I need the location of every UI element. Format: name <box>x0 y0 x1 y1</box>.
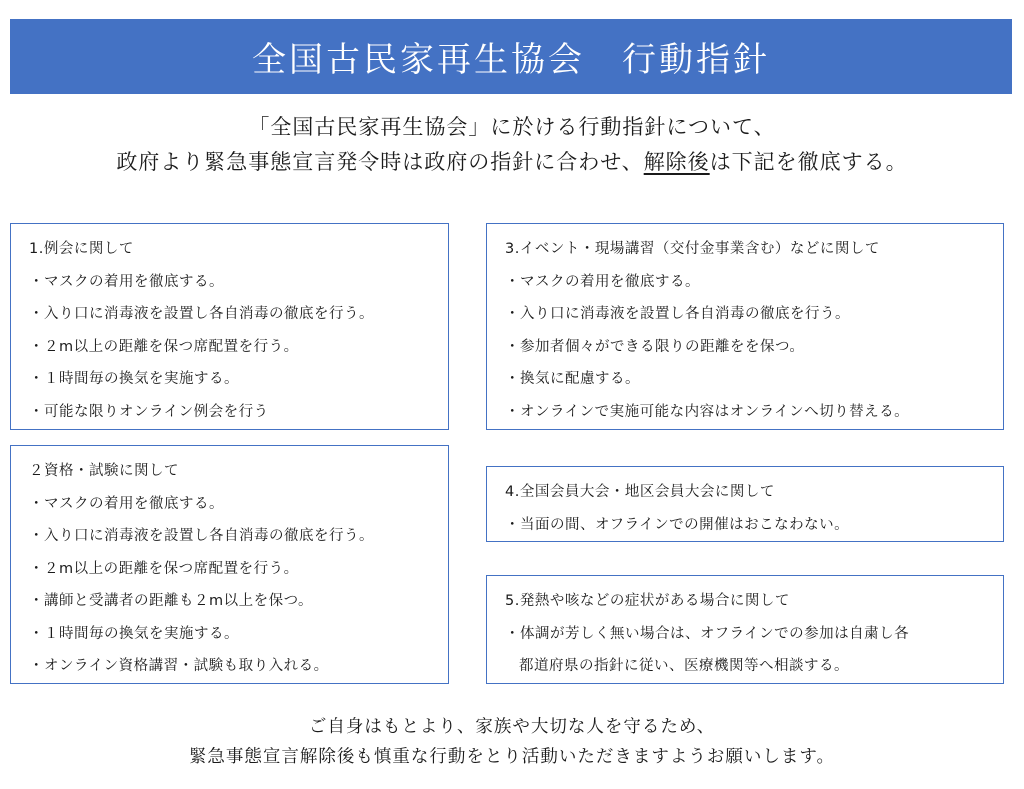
section-title: ２資格・試験に関して <box>29 463 179 479</box>
list-item: ・１時間毎の換気を実施する。 <box>29 625 239 642</box>
closing-message <box>0 712 1024 772</box>
section-symptoms <box>486 575 1004 684</box>
closing-line-2: 緊急事態宣言解除後も慎重な行動をとり活動いただきますようお願いします。 <box>188 747 836 767</box>
intro-underlined-term: 解除後 <box>643 150 710 174</box>
list-item: ・２m以上の距離を保つ席配置を行う。 <box>29 338 299 355</box>
list-item: ・入り口に消毒液を設置し各自消毒の徹底を行う。 <box>505 306 850 322</box>
list-item: ・入り口に消毒液を設置し各自消毒の徹底を行う。 <box>29 306 374 322</box>
list-item: ・可能な限りオンライン例会を行う <box>29 403 269 420</box>
list-item: ・マスクの着用を徹底する。 <box>505 273 700 290</box>
intro-line-2-pre: 政府より緊急事態宣言発令時は政府の指針に合わせ、 <box>116 150 644 174</box>
list-item: ・参加者個々ができる限りの距離をを保つ。 <box>505 338 805 355</box>
list-item: 都道府県の指針に従い、医療機関等へ相談する。 <box>519 658 849 674</box>
list-item: ・マスクの着用を徹底する。 <box>29 273 224 290</box>
section-title: 3.イベント・現場講習（交付金事業含む）などに関して <box>505 241 880 257</box>
list-item: ・マスクの着用を徹底する。 <box>29 495 224 512</box>
list-item: ・講師と受講者の距離も２m以上を保つ。 <box>29 593 314 609</box>
section-title: 1.例会に関して <box>29 241 134 257</box>
intro-line-2-post: は下記を徹底する。 <box>709 150 908 174</box>
section-title: 5.発熱や咳などの症状がある場合に関して <box>505 593 790 609</box>
closing-line-1: ご自身はもとより、家族や大切な人を守るため、 <box>308 717 716 737</box>
list-item: ・体調が芳しく無い場合は、オフラインでの参加は自粛し各 <box>505 625 910 642</box>
section-qualifications-exams <box>10 445 449 684</box>
section-events <box>486 223 1004 430</box>
list-item: ・換気に配慮する。 <box>505 371 640 387</box>
list-item: ・当面の間、オフラインでの開催はおこなわない。 <box>505 516 850 533</box>
list-item: ・入り口に消毒液を設置し各自消毒の徹底を行う。 <box>29 528 374 544</box>
section-member-conventions <box>486 466 1004 542</box>
section-meetings <box>10 223 449 430</box>
list-item: ・オンラインで実施可能な内容はオンラインへ切り替える。 <box>505 403 910 420</box>
page-title: 全国古民家再生協会 行動指針 <box>10 19 1012 94</box>
list-item: ・１時間毎の換気を実施する。 <box>29 371 239 387</box>
list-item: ・オンライン資格講習・試験も取り入れる。 <box>29 658 329 674</box>
section-title: 4.全国会員大会・地区会員大会に関して <box>505 484 775 500</box>
intro-text <box>0 110 1024 180</box>
intro-line-1: 「全国古民家再生協会」に於ける行動指針について、 <box>248 115 776 139</box>
list-item: ・２m以上の距離を保つ席配置を行う。 <box>29 560 299 577</box>
intro-line-2 <box>0 145 1024 180</box>
